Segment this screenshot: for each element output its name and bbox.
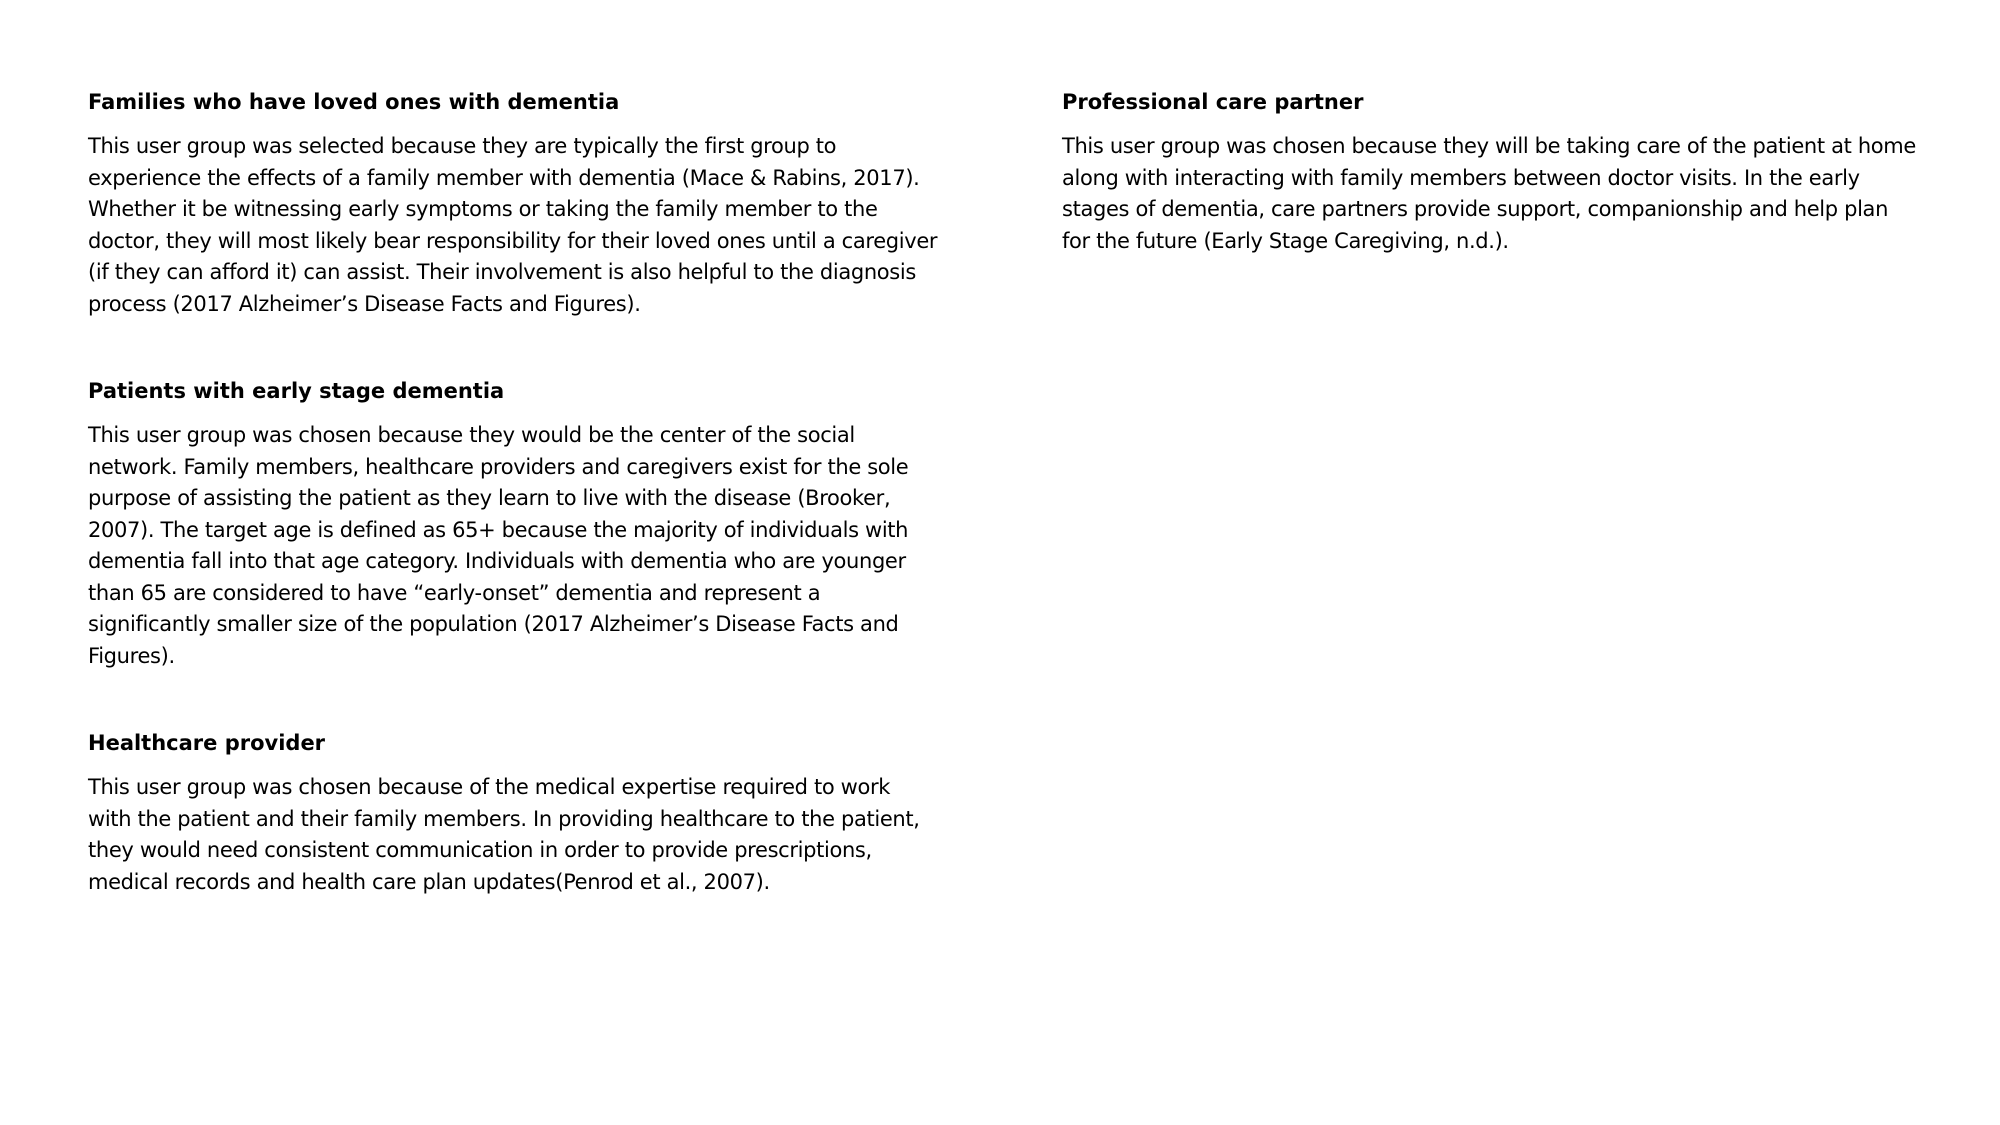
paragraph-line: than 65 are considered to have “early-onset” dementia and represent a (88, 580, 821, 605)
paragraph-line: This user group was chosen because they would be the center of the social (88, 423, 855, 447)
paragraph-line: Whether it be witnessing early symptoms or taking the family member to the (88, 197, 878, 221)
paragraph-line: medical records and health care plan updates(Penrod et al., 2007). (88, 869, 770, 894)
paragraph-line: process (2017 Alzheimer’s Disease Facts and Figures). (88, 291, 641, 316)
paragraph-line: Figures). (88, 643, 175, 668)
paragraph-line: This user group was selected because they are typically the first group to (88, 134, 837, 158)
section-professional-care-partner (1062, 87, 1942, 257)
section-paragraph (88, 420, 968, 672)
section-heading: Patients with early stage dementia (88, 379, 505, 403)
paragraph-line: stages of dementia, care partners provide support, companionship and help plan (1062, 197, 1889, 221)
section-paragraph (1062, 131, 1942, 257)
paragraph-line: (if they can afford it) can assist. Their involvement is also helpful to the diagnosis (88, 260, 916, 284)
section-healthcare-provider (88, 728, 968, 898)
paragraph-line: This user group was chosen because of the medical expertise required to work (88, 775, 891, 799)
paragraph-line: This user group was chosen because they will be taking care of the patient at home (1062, 134, 1916, 158)
section-paragraph (88, 131, 968, 320)
section-paragraph (88, 772, 968, 898)
section-patients (88, 376, 968, 672)
paragraph-line: doctor, they will most likely bear responsibility for their loved ones until a caregiver (88, 228, 938, 253)
section-heading: Professional care partner (1062, 90, 1364, 114)
section-heading: Families who have loved ones with dementia (88, 90, 620, 114)
section-families (88, 87, 968, 320)
section-heading: Healthcare provider (88, 731, 326, 755)
paragraph-line: experience the effects of a family member with dementia (Mace & Rabins, 2017). (88, 165, 920, 190)
paragraph-line: for the future (Early Stage Caregiving, n.d.). (1062, 228, 1509, 253)
paragraph-line: network. Family members, healthcare providers and caregivers exist for the sole (88, 454, 909, 479)
paragraph-line: they would need consistent communication in order to provide prescriptions, (88, 838, 872, 862)
paragraph-line: significantly smaller size of the population (2017 Alzheimer’s Disease Facts and (88, 612, 899, 636)
paragraph-line: with the patient and their family members. In providing healthcare to the patient, (88, 806, 920, 831)
paragraph-line: along with interacting with family members between doctor visits. In the early (1062, 165, 1860, 190)
paragraph-line: purpose of assisting the patient as they learn to live with the disease (Brooker, (88, 486, 891, 510)
paragraph-line: dementia fall into that age category. Individuals with dementia who are younger (88, 549, 906, 573)
paragraph-line: 2007). The target age is defined as 65+ because the majority of individuals with (88, 517, 909, 542)
